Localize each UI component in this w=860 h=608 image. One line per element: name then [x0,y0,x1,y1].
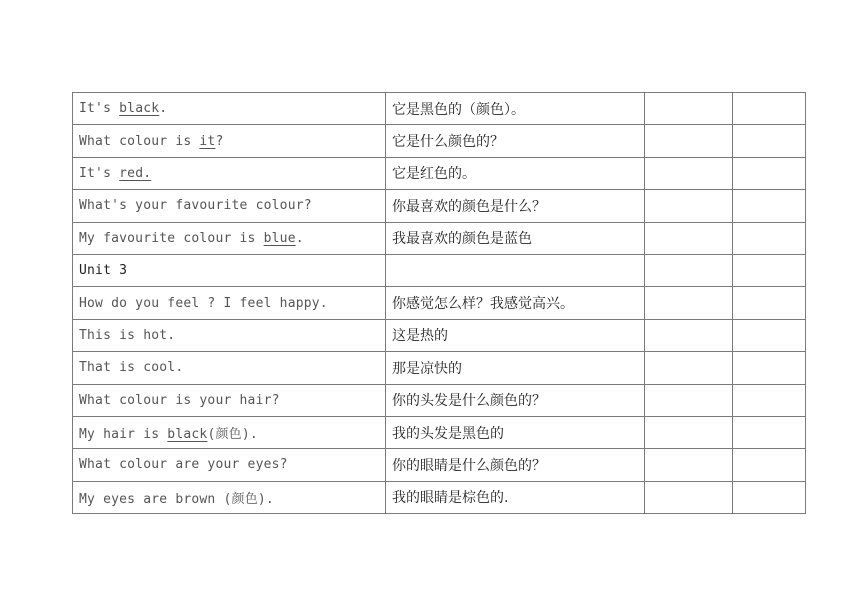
english-cell: What colour are your eyes? [73,449,386,481]
blank-cell [733,319,806,351]
english-cell: My eyes are brown (颜色). [73,481,386,513]
table-row [73,254,806,286]
english-text: What colour is [79,133,200,149]
table-row [73,190,806,222]
english-cell [73,222,386,254]
blank-cell [645,319,733,351]
phrase-table [72,92,806,514]
table-row [73,125,806,157]
english-text: What's your favourite colour? [79,198,312,214]
chinese-cell: 这是热的 [386,319,645,351]
blank-cell [733,190,806,222]
blank-cell [733,384,806,416]
table-row [73,481,806,513]
table-row [73,319,806,351]
english-cell [73,93,386,125]
blank-cell [645,254,733,286]
chinese-cell: 你的头发是什么颜色的？ [386,384,645,416]
blank-cell [645,93,733,125]
english-text: It's [79,165,120,181]
chinese-cell: 我的眼睛是棕色的. [386,481,645,513]
blank-cell [645,190,733,222]
english-cell [73,157,386,189]
blank-cell [733,157,806,189]
english-cell: That is cool. [73,352,386,384]
chinese-cell: 它是黑色的（颜色）。 [386,93,645,125]
table-row [73,352,806,384]
chinese-cell: 它是什么颜色的？ [386,125,645,157]
underlined-word: it [199,133,216,149]
table-row [73,384,806,416]
blank-cell [733,352,806,384]
table-row [73,222,806,254]
blank-cell [733,416,806,448]
blank-cell [645,416,733,448]
english-cell: What colour is your hair? [73,384,386,416]
english-text-end: (颜色). [207,427,258,443]
blank-cell [733,481,806,513]
blank-cell [645,481,733,513]
table-row [73,93,806,125]
unit-heading: Unit 3 [73,254,386,286]
english-text-end: . [295,230,304,246]
english-text-end: . [159,101,168,117]
table-row [73,157,806,189]
underlined-word: black [167,427,208,443]
blank-cell [733,222,806,254]
english-cell [73,416,386,448]
blank-cell [645,222,733,254]
chinese-cell: 它是红色的。 [386,157,645,189]
blank-cell [645,287,733,319]
blank-cell [645,125,733,157]
chinese-cell: 你最喜欢的颜色是什么？ [386,190,645,222]
underlined-word: red. [119,165,152,181]
table-row [73,416,806,448]
table-row [73,287,806,319]
blank-cell [733,254,806,286]
english-cell: This is hot. [73,319,386,351]
table-row [73,449,806,481]
blank-cell [733,93,806,125]
english-text: My favourite colour is [79,230,264,246]
english-text: My hair is [79,427,168,443]
english-cell [73,190,386,222]
blank-cell [645,352,733,384]
chinese-cell [386,254,645,286]
english-cell [73,125,386,157]
chinese-cell: 你的眼睛是什么颜色的？ [386,449,645,481]
blank-cell [733,125,806,157]
english-text-end: ? [215,133,224,149]
chinese-cell: 你感觉怎么样？我感觉高兴。 [386,287,645,319]
chinese-cell: 我的头发是黑色的 [386,416,645,448]
blank-cell [645,449,733,481]
underlined-word: blue [263,230,296,246]
blank-cell [645,384,733,416]
blank-cell [645,157,733,189]
blank-cell [733,287,806,319]
english-text: It's [79,101,120,117]
blank-cell [733,449,806,481]
chinese-cell: 我最喜欢的颜色是蓝色 [386,222,645,254]
chinese-cell: 那是凉快的 [386,352,645,384]
underlined-word: black [119,101,160,117]
english-cell: How do you feel ? I feel happy. [73,287,386,319]
